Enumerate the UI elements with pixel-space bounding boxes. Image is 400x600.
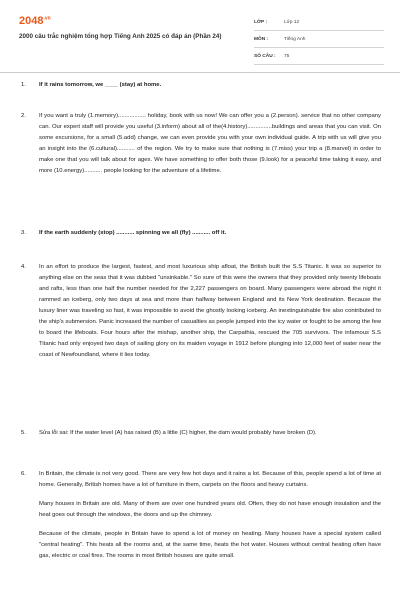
document-title: 2000 câu trắc nghiệm tổng hợp Tiếng Anh 2025 có đáp án (Phần 24) [19,33,222,40]
question-text: If it rains tomorrow, we ____ (stay) at home. [39,82,162,88]
question-number: 6. [21,471,26,477]
meta-row-question-count [254,48,384,65]
question-6 [21,469,381,562]
question-1 [21,80,381,91]
question-number: 2. [21,113,26,119]
meta-label: MÔN : [254,36,269,42]
meta-row-subject [254,31,384,48]
question-2 [21,111,381,177]
question-paragraph: Many houses in Britain are old. Many of them are over one hundred years old. Often, they do not have enough insulation and the heat goes out through the windows, the doors and up the chimney. [39,501,381,518]
question-text: If the earth suddenly (stop) ........... spinning we all (fly) ........... off it. [39,230,227,236]
site-logo[interactable] [19,15,51,27]
question-paragraph: In Britain, the climate is not very good. There are very few hot days and it rains a lot. Because of this, people spend a lot of time at home. Generally, British homes have a lot of furniture in them, carpets on the floors and heavy curtains. [39,471,381,488]
question-number: 3. [21,230,26,236]
question-4 [21,262,381,361]
logo-main: 2048 [19,15,44,27]
question-text: If you want a truly (1.memory)................. holiday, book with us now! We can offer you a (2.person). service that no other company can. Our expert staff will provide you useful (3.inform) about all of the(4.history)...............buildings and areas that you can visit. On some excursions, for a small (5.add) change, we can even provide you with your own individual guide. A trip with us will give you an insight into the (6.cultural)........... of the region. We try to make sure that nothing is (7.miss) your trip a (8.marvel) in order to make one that you will talk about for ages. We have something to offer both those (9.look) for a peaceful time taking it easy, and more (10.energy)........... people looking for the adventure of a lifetime. [39,113,381,174]
question-number: 4. [21,264,26,270]
meta-label: SỐ CÂU : [254,53,276,59]
document-header [0,0,400,70]
meta-value: Tiếng Anh [284,36,306,42]
meta-label: LỚP : [254,19,268,25]
meta-table [254,14,384,65]
question-3 [21,228,381,239]
header-divider [0,72,400,73]
question-text: In an effort to produce the largest, fastest, and most luxurious ship afloat, the British built the S.S Titanic. It was so superior to anything else on the seas that it was dubbed "unsinkable." So sure of this were the owners that they provided only twenty lifeboats and rafts, less than one half the number needed for the 2,227 passengers on board. Many passengers were abroad the night it rammed an iceberg, only two days at sea and more than halfway between England and its New York destination. Because the luxury liner was traveling so fast, it was impossible to avoid the ghostly looking iceberg. An inextinguishable fire also contributed to the ship's submersion. Panic increased the number of casualties as people jumped into the icy water or fought to be among the few to board the lifeboats. Four hours after the mishap, another ship, the Carpathia, rescued the 705 survivors. The infamous S.S Titanic had only enjoyed two days of sailing glory on its maiden voyage in 1912 before plunging into 12,000 feet of water near the coast of Newfoundland, where it lies today. [39,264,381,358]
question-number: 1. [21,82,26,88]
question-5 [21,428,381,439]
question-number: 5. [21,430,26,436]
question-text: Sửa lỗi sai: If the water level (A) has raised (B) a little (C) higher, the dam would probably have broken (D). [39,430,317,436]
meta-value: Lớp 12 [284,19,300,25]
logo-suffix: .vn [43,15,51,22]
meta-row-grade [254,14,384,31]
question-paragraph: Because of the climate, people in Britain have to spend a lot of money on heating. Many houses have a special system called "central heating". This heats all the rooms and, at the same time, heats the hot water. Houses without central heating often have gas, electric or coal fires. The rooms in most British houses are quite small. [39,531,381,559]
meta-value: 75 [284,53,290,59]
